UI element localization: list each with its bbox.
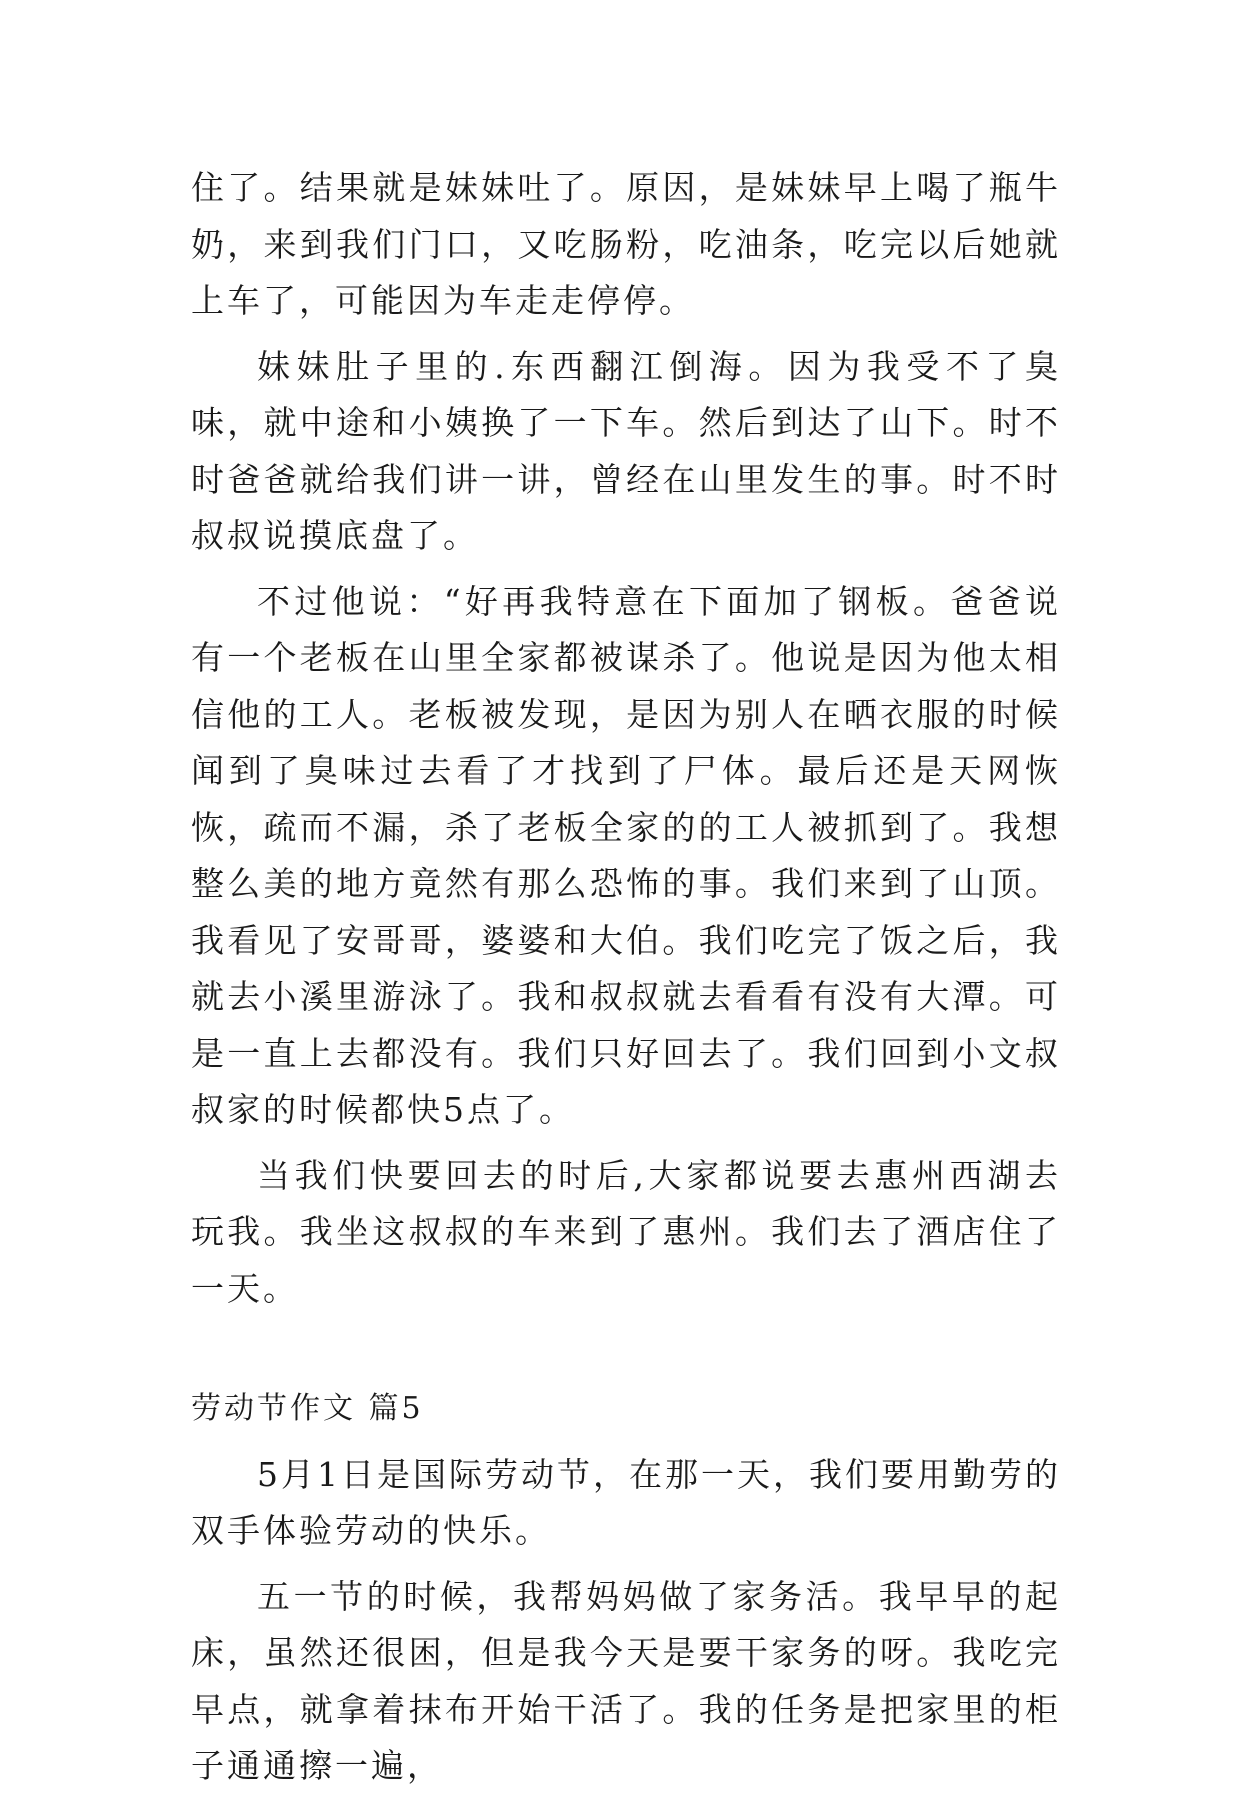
document-body [191,160,1061,1795]
paragraph: 当我们快要回去的时后,大家都说要去惠州西湖去玩我。我坐这叔叔的车来到了惠州。我们去了酒店住了一天。 [191,1155,1061,1308]
paragraph: 妹妹肚子里的.东西翻江倒海。因为我受不了臭味，就中途和小姨换了一下车。然后到达了山下。时不时爸爸就给我们讲一讲，曾经在山里发生的事。时不时叔叔说摸底盘了。 [191,346,1061,555]
section-heading: 劳动节作文 篇5 [191,1391,424,1426]
paragraph: 不过他说：“好再我特意在下面加了钢板。爸爸说有一个老板在山里全家都被谋杀了。他说是因为他太相信他的工人。老板被发现，是因为别人在晒衣服的时候闻到了臭味过去看了才找到了尸体。最后还是天网恢恢，疏而不漏，杀了老板全家的的工人被抓到了。我想整么美的地方竟然有那么恐怖的事。我们来到了山顶。我看见了安哥哥，婆婆和大伯。我们吃完了饭之后，我就去小溪里游泳了。我和叔叔就去看看有没有大潭。可是一直上去都没有。我们只好回去了。我们回到小文叔叔家的时候都快5点了。 [191,581,1061,1129]
paragraph: 住了。结果就是妹妹吐了。原因，是妹妹早上喝了瓶牛奶，来到我们门口，又吃肠粉，吃油条，吃完以后她就上车了，可能因为车走走停停。 [191,168,1061,320]
paragraph: 五一节的时候，我帮妈妈做了家务活。我早早的起床，虽然还很困，但是我今天是要干家务的呀。我吃完早点，就拿着抹布开始干活了。我的任务是把家里的柜子通通擦一遍， [191,1576,1061,1785]
paragraph: 5月1日是国际劳动节，在那一天，我们要用勤劳的双手体验劳动的快乐。 [191,1454,1061,1550]
